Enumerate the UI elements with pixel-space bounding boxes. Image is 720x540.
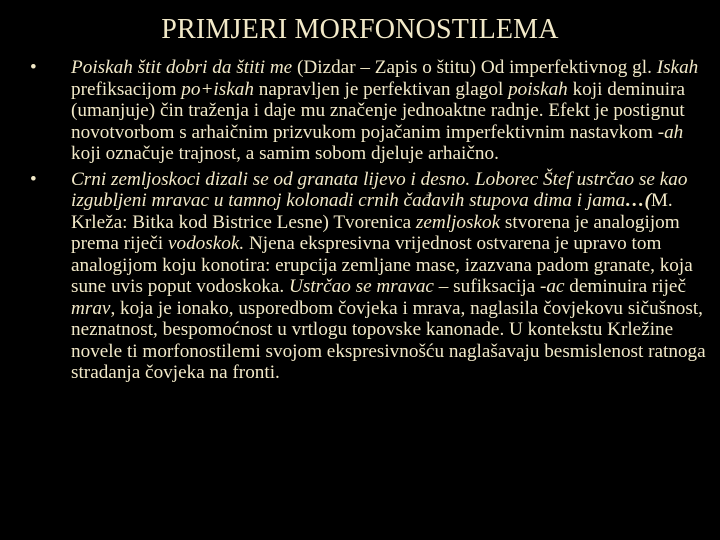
text-run: napravljen je perfektivan glagol <box>253 78 509 100</box>
text-run: – sufiksacija <box>433 276 540 297</box>
text-run: stvorena je analogijom prema riječi <box>71 211 680 254</box>
text-run: , koja je ionako, usporedbom čovjeka i mrava, naglasila čovjekovu sičušnost, neznatnost, bespomoćnost u vrtlogu topovske kanonade. U kontekstu Krležine novele ti morfonostilemi svojom ekspresivnošću naglašavaju besmislenost ratnoga stradanja čovjeka na fronti. <box>71 297 706 383</box>
text-run: po+iskah <box>181 78 254 100</box>
text-run: mrav <box>71 297 111 319</box>
text-run: Ustrčao se mravac <box>289 276 434 297</box>
slide-title: PRIMJERI MORFONOSTILEMA <box>161 14 559 45</box>
bullet-icon: • <box>30 57 37 78</box>
text-run: Njena ekspresivna vrijednost ostvarena je upravo tom analogijom koju konotira: erupcija zemljane mase, izazvana padom granate, koja sune uvis poput vodoskoka. <box>71 233 693 297</box>
bullet-item <box>30 169 708 384</box>
text-run: Poiskah štit dobri da štiti me <box>71 57 293 78</box>
text-run: deminuira riječ <box>564 276 686 297</box>
text-run: -ac <box>540 276 565 297</box>
bullet-list <box>30 57 708 388</box>
bullet-icon: • <box>30 168 37 190</box>
text-run: koji deminuira (umanjuje) čin traženja i daje mu značenje jednoaktne radnje. Efekt je postignut novotvorbom s arhaičnim prizvukom pojačanim imperfektivnim nastavkom <box>71 78 686 143</box>
text-run: Iskah <box>656 57 699 78</box>
text-run: -ah <box>657 121 684 143</box>
bullet-text <box>71 169 706 384</box>
text-run: (Dizdar – Zapis o štitu) Od imperfektivnog gl. <box>292 57 657 78</box>
text-run: vodoskok. <box>167 233 245 254</box>
text-run: …( <box>625 190 651 211</box>
bullet-item <box>30 57 708 165</box>
text-run: zemljoskok <box>415 211 501 233</box>
text-run: Crni zemljoskoci dizali se od granata lijevo i desno. Loborec Štef ustrčao se kao izgubljeni mravac u tamnoj kolonadi crnih čađavih stupova dima i jama <box>71 168 688 211</box>
text-run: poiskah <box>508 78 568 100</box>
text-run: M. Krleža: Bitka kod Bistrice Lesne) Tvorenica <box>71 190 673 233</box>
text-run: koji označuje trajnost, a samim sobom djeluje arhaično. <box>71 143 499 164</box>
bullet-text <box>71 57 698 164</box>
text-run: prefiksacijom <box>71 78 182 100</box>
